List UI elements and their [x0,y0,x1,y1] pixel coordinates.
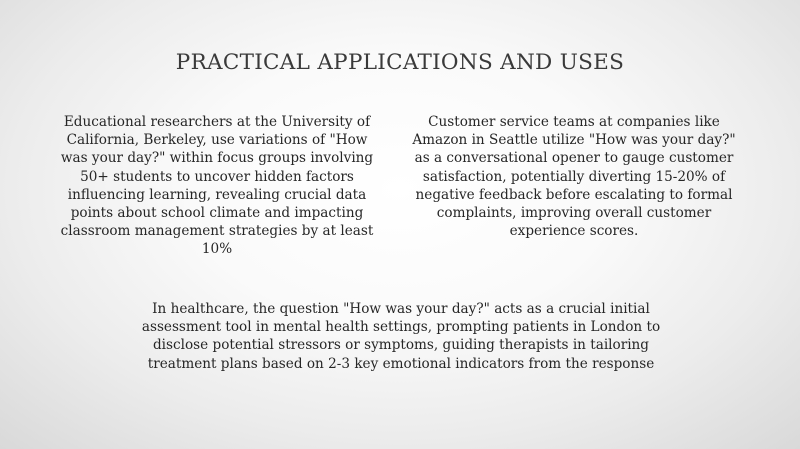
education-paragraph: Educational researchers at the University of California, Berkeley, use variations of "How was your day?" within focus groups involving 50+ students to uncover hidden factors influencing learning, revealing crucial data points about school climate and impacting classroom management strategies by at least 10% [60,114,374,258]
customer-service-paragraph: Customer service teams at companies like Amazon in Seattle utilize "How was your day?" as a conversational opener to gauge customer satisfaction, potentially diverting 15-20% of negative feedback before escalating to formal complaints, improving overall customer experience scores. [412,114,736,240]
healthcare-paragraph: In healthcare, the question "How was your day?" acts as a crucial initial assessment tool in mental health settings, prompting patients in London to disclose potential stressors or symptoms, guiding therapists in tailoring treatment plans based on 2-3 key emotional indicators from the response [141,301,661,372]
slide-title: PRACTICAL APPLICATIONS AND USES [175,50,625,76]
